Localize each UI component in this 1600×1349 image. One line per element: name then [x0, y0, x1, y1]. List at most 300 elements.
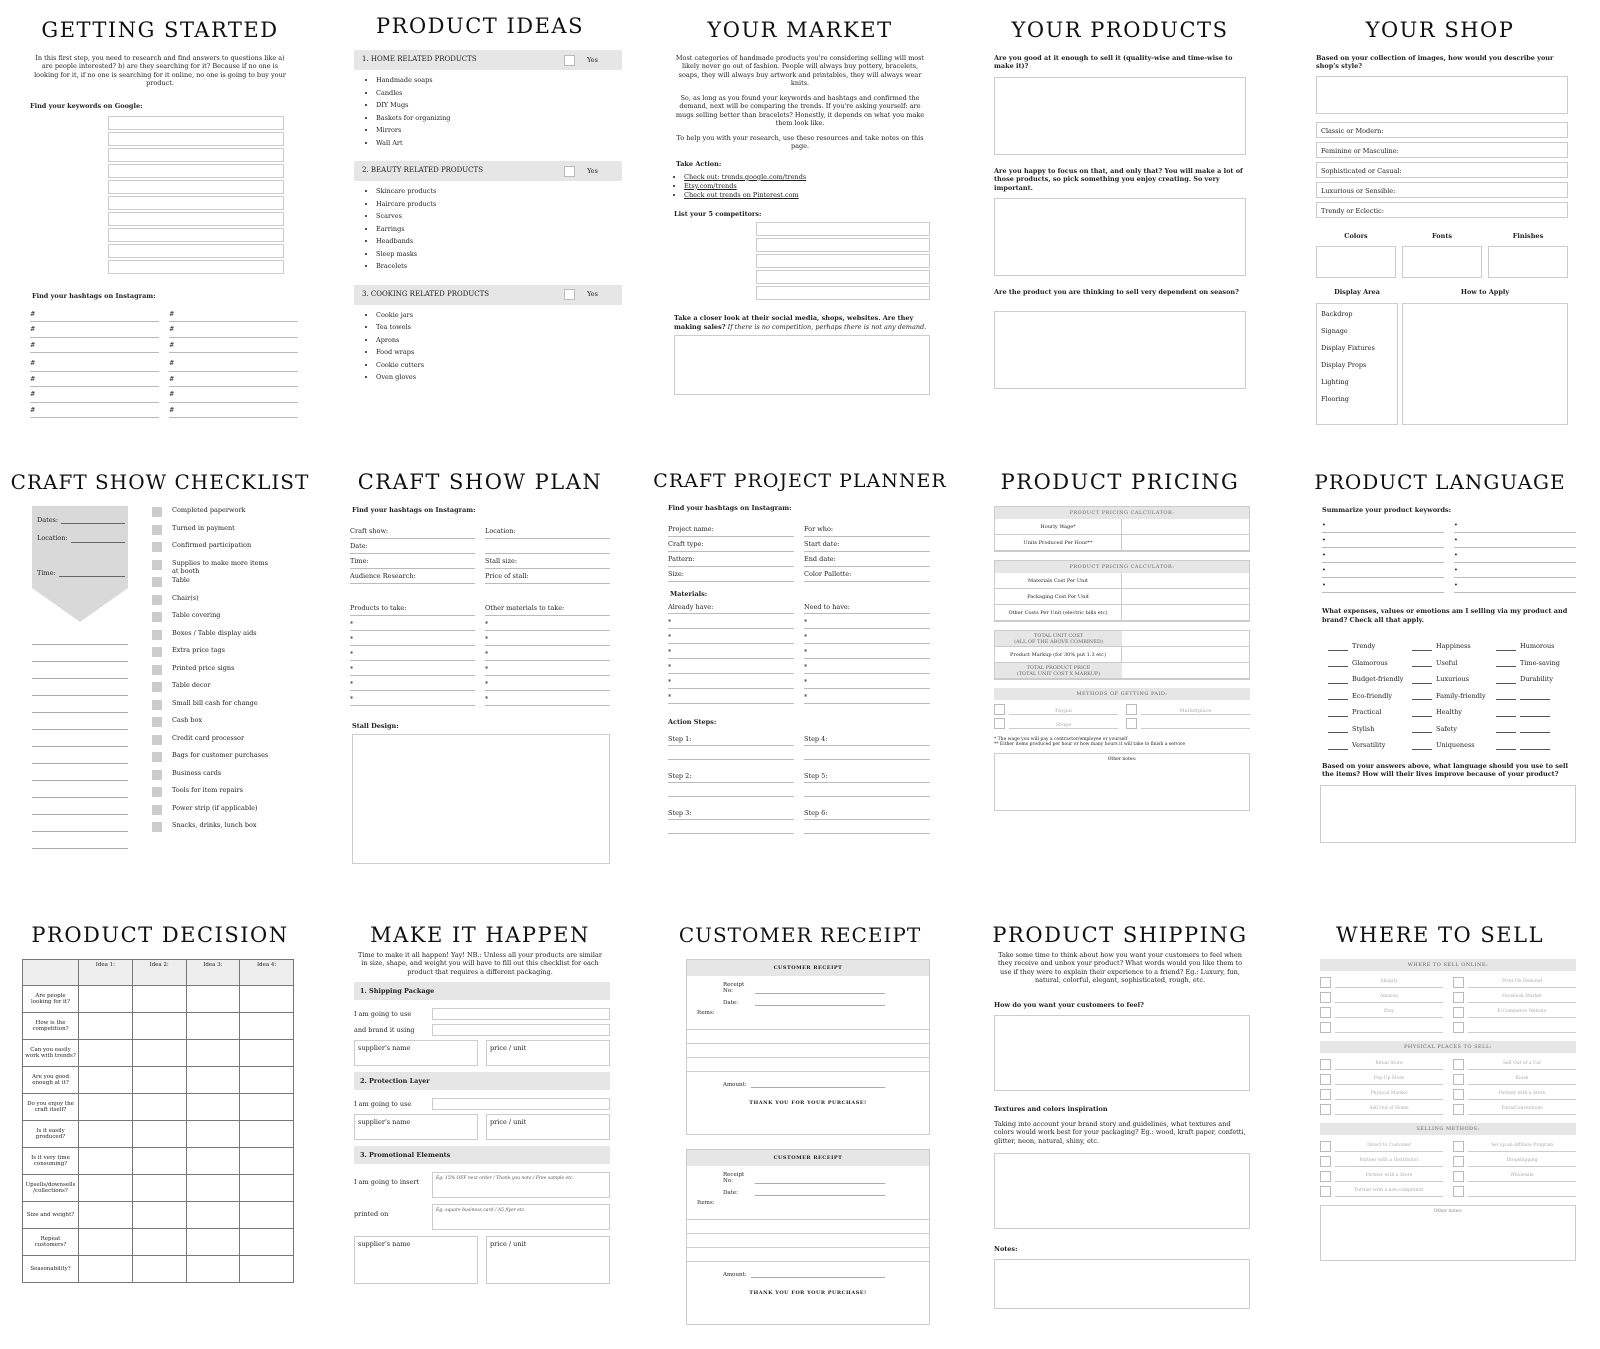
- checkbox[interactable]: [1320, 1089, 1331, 1100]
- list-line[interactable]: *: [804, 644, 930, 659]
- amount-field[interactable]: [687, 1262, 929, 1278]
- answer-cell[interactable]: [186, 1256, 240, 1283]
- keyword-line[interactable]: •: [1322, 548, 1444, 563]
- answer-cell[interactable]: [79, 1067, 133, 1094]
- checkbox[interactable]: [1320, 1022, 1331, 1033]
- check-line[interactable]: [1496, 659, 1516, 667]
- col-box[interactable]: [1488, 246, 1568, 278]
- keyword-box[interactable]: [108, 164, 284, 178]
- list-line[interactable]: *: [668, 614, 794, 629]
- checkbox[interactable]: [1320, 1059, 1331, 1070]
- total-row[interactable]: [995, 631, 1249, 647]
- planner-field[interactable]: Craft type:: [668, 537, 794, 552]
- answer-cell[interactable]: [186, 1175, 240, 1202]
- total-value[interactable]: [1122, 663, 1249, 678]
- competitor-box[interactable]: [756, 254, 930, 268]
- answer-cell[interactable]: [240, 1229, 294, 1256]
- answer-cell[interactable]: [79, 1202, 133, 1229]
- calc-row[interactable]: [995, 647, 1249, 663]
- answer-cell[interactable]: [186, 1094, 240, 1121]
- answer-cell[interactable]: [79, 1148, 133, 1175]
- notes-box[interactable]: [994, 1259, 1250, 1309]
- sell-option[interactable]: [1453, 1059, 1576, 1070]
- answer-cell[interactable]: [186, 1040, 240, 1067]
- shield-field[interactable]: [37, 534, 125, 542]
- answer-cell[interactable]: [132, 1229, 186, 1256]
- check-line[interactable]: [1496, 725, 1516, 733]
- answer-cell[interactable]: [186, 1067, 240, 1094]
- sell-option[interactable]: [1453, 1156, 1576, 1167]
- value-option[interactable]: [1496, 634, 1574, 651]
- check-line[interactable]: [1496, 676, 1516, 684]
- checkbox[interactable]: [152, 595, 162, 605]
- list-line[interactable]: *: [804, 659, 930, 674]
- list-line[interactable]: *: [485, 691, 610, 706]
- promo-row[interactable]: [354, 1172, 610, 1198]
- promo-box[interactable]: [432, 1204, 610, 1230]
- value-option[interactable]: [1412, 651, 1490, 668]
- shield-field[interactable]: [37, 569, 125, 577]
- sell-option[interactable]: [1320, 1022, 1443, 1033]
- checklist-item[interactable]: [152, 611, 310, 628]
- sell-option[interactable]: [1320, 1089, 1443, 1100]
- hashtag-line[interactable]: [30, 356, 159, 372]
- item-line[interactable]: [687, 1220, 929, 1234]
- note-line[interactable]: [32, 747, 128, 764]
- keyword-line[interactable]: •: [1454, 518, 1576, 533]
- list-line[interactable]: *: [668, 674, 794, 689]
- list-line[interactable]: *: [668, 689, 794, 704]
- answer-cell[interactable]: [132, 1148, 186, 1175]
- calc-value[interactable]: [1122, 519, 1249, 534]
- answer-cell[interactable]: [132, 1067, 186, 1094]
- hashtag-line[interactable]: [30, 338, 159, 354]
- note-line[interactable]: [32, 679, 128, 696]
- value-option[interactable]: [1328, 651, 1406, 668]
- hashtag-line[interactable]: [169, 387, 298, 403]
- hashtag-line[interactable]: [30, 403, 159, 419]
- checkbox[interactable]: [1453, 992, 1464, 1003]
- hashtag-line[interactable]: [30, 307, 159, 323]
- notes-box[interactable]: [674, 335, 930, 395]
- supplier-box[interactable]: [354, 1114, 478, 1140]
- answer-cell[interactable]: [79, 1229, 133, 1256]
- answer-cell[interactable]: [79, 1256, 133, 1283]
- list-line[interactable]: *: [668, 629, 794, 644]
- check-line[interactable]: [1496, 643, 1516, 651]
- step-field[interactable]: [804, 735, 930, 760]
- checkbox[interactable]: [1453, 1141, 1464, 1152]
- planner-field[interactable]: Start date:: [804, 537, 930, 552]
- planner-field[interactable]: Pattern:: [668, 552, 794, 567]
- keyword-line[interactable]: •: [1322, 533, 1444, 548]
- keyword-box[interactable]: [108, 228, 284, 242]
- blank-line[interactable]: [1520, 742, 1550, 750]
- style-field[interactable]: Feminine or Masculine:: [1316, 142, 1568, 158]
- sell-option[interactable]: [1320, 992, 1443, 1003]
- checklist-item[interactable]: [152, 664, 310, 681]
- note-line[interactable]: [32, 645, 128, 662]
- checklist-item[interactable]: [152, 541, 310, 558]
- list-line[interactable]: *: [485, 661, 610, 676]
- use-row[interactable]: [354, 1024, 610, 1036]
- total-row[interactable]: [995, 663, 1249, 679]
- check-line[interactable]: [1412, 709, 1432, 717]
- use-box[interactable]: [432, 1024, 610, 1036]
- supplier-box[interactable]: [354, 1040, 478, 1066]
- answer-cell[interactable]: [186, 1229, 240, 1256]
- check-line[interactable]: [1328, 742, 1348, 750]
- receipt-field[interactable]: [723, 1188, 885, 1196]
- receipt-field[interactable]: [723, 998, 885, 1006]
- checklist-item[interactable]: [152, 734, 310, 751]
- hashtag-line[interactable]: [169, 338, 298, 354]
- list-line[interactable]: *: [350, 676, 475, 691]
- list-line[interactable]: *: [804, 629, 930, 644]
- sell-option[interactable]: [1453, 1141, 1576, 1152]
- answer-cell[interactable]: [79, 1013, 133, 1040]
- keyword-line[interactable]: •: [1454, 548, 1576, 563]
- sell-option[interactable]: [1453, 992, 1576, 1003]
- sell-option[interactable]: [1320, 1104, 1443, 1115]
- use-box[interactable]: [432, 1008, 610, 1020]
- checklist-item[interactable]: [152, 786, 310, 803]
- checkbox[interactable]: [152, 577, 162, 587]
- checkbox[interactable]: [152, 735, 162, 745]
- checkbox[interactable]: [1453, 1022, 1464, 1033]
- value-option[interactable]: [1496, 684, 1574, 701]
- item-line[interactable]: [687, 1044, 929, 1058]
- checkbox[interactable]: [152, 665, 162, 675]
- action-link[interactable]: • Etsy.com/trends: [684, 182, 950, 191]
- check-line[interactable]: [1412, 659, 1432, 667]
- value-option[interactable]: [1412, 684, 1490, 701]
- keyword-box[interactable]: [108, 180, 284, 194]
- value-option[interactable]: [1496, 700, 1574, 717]
- sell-option[interactable]: [1320, 1156, 1443, 1167]
- answer-cell[interactable]: [186, 986, 240, 1013]
- checkbox[interactable]: [152, 787, 162, 797]
- check-line[interactable]: [1496, 709, 1516, 717]
- answer-cell[interactable]: [79, 1175, 133, 1202]
- checkbox[interactable]: [152, 805, 162, 815]
- answer-cell[interactable]: [186, 1013, 240, 1040]
- keyword-line[interactable]: •: [1454, 533, 1576, 548]
- keyword-box[interactable]: [108, 132, 284, 146]
- checkbox[interactable]: [152, 822, 162, 832]
- hashtag-line[interactable]: [169, 403, 298, 419]
- answer-cell[interactable]: [132, 1013, 186, 1040]
- checkbox[interactable]: [1320, 1186, 1331, 1197]
- payment-option[interactable]: [994, 704, 1118, 715]
- plan-field[interactable]: Price of stall:: [485, 569, 610, 584]
- value-option[interactable]: [1328, 700, 1406, 717]
- answer-cell[interactable]: [132, 1121, 186, 1148]
- keyword-line[interactable]: •: [1322, 563, 1444, 578]
- price-box[interactable]: [486, 1040, 610, 1066]
- receipt-field[interactable]: [723, 982, 885, 994]
- hashtag-line[interactable]: [169, 307, 298, 323]
- use-row[interactable]: [354, 1008, 610, 1020]
- check-line[interactable]: [1412, 725, 1432, 733]
- calc-row[interactable]: [995, 573, 1249, 589]
- answer-cell[interactable]: [132, 986, 186, 1013]
- answer-cell[interactable]: [186, 1148, 240, 1175]
- hashtag-line[interactable]: [169, 322, 298, 338]
- receipt-field[interactable]: [723, 1172, 885, 1184]
- plan-field[interactable]: Time:: [350, 554, 475, 569]
- amount-field[interactable]: [687, 1072, 929, 1088]
- note-line[interactable]: [32, 815, 128, 832]
- check-line[interactable]: [1328, 659, 1348, 667]
- sell-option[interactable]: [1320, 1059, 1443, 1070]
- language-answer-box[interactable]: [1320, 785, 1576, 843]
- checklist-item[interactable]: [152, 524, 310, 541]
- promo-row[interactable]: [354, 1204, 610, 1230]
- check-line[interactable]: [1412, 742, 1432, 750]
- sell-option[interactable]: [1453, 1171, 1576, 1182]
- yes-checkbox[interactable]: [564, 55, 575, 66]
- planner-field[interactable]: End date:: [804, 552, 930, 567]
- sell-option[interactable]: [1320, 1007, 1443, 1018]
- price-box[interactable]: [486, 1114, 610, 1140]
- other-notes-box[interactable]: [1320, 1205, 1576, 1261]
- value-option[interactable]: [1496, 733, 1574, 750]
- checklist-item[interactable]: [152, 646, 310, 663]
- value-option[interactable]: [1328, 634, 1406, 651]
- checkbox[interactable]: [1453, 1186, 1464, 1197]
- answer-cell[interactable]: [186, 1202, 240, 1229]
- answer-cell[interactable]: [79, 1094, 133, 1121]
- answer-cell[interactable]: [79, 1040, 133, 1067]
- checkbox[interactable]: [152, 612, 162, 622]
- list-line[interactable]: *: [485, 676, 610, 691]
- value-option[interactable]: [1328, 717, 1406, 734]
- check-line[interactable]: [1328, 725, 1348, 733]
- total-value[interactable]: [1122, 631, 1249, 646]
- calc-value[interactable]: [1122, 647, 1249, 662]
- check-line[interactable]: [1328, 692, 1348, 700]
- check-line[interactable]: [1412, 692, 1432, 700]
- calc-row[interactable]: [995, 605, 1249, 621]
- list-line[interactable]: *: [668, 659, 794, 674]
- keyword-box[interactable]: [108, 260, 284, 274]
- plan-field[interactable]: Stall size:: [485, 554, 610, 569]
- check-line[interactable]: [1496, 692, 1516, 700]
- check-line[interactable]: [1328, 676, 1348, 684]
- checkbox[interactable]: [152, 717, 162, 727]
- answer-cell[interactable]: [132, 1094, 186, 1121]
- blank-line[interactable]: [1520, 692, 1550, 700]
- hashtag-line[interactable]: [30, 387, 159, 403]
- supplier-box[interactable]: [354, 1236, 478, 1284]
- calc-row[interactable]: [995, 535, 1249, 551]
- yes-checkbox[interactable]: [564, 166, 575, 177]
- action-link[interactable]: • Check out trends on Pinterest.com: [684, 191, 950, 200]
- hashtag-line[interactable]: [169, 372, 298, 388]
- checkbox[interactable]: [1453, 1104, 1464, 1115]
- calc-value[interactable]: [1122, 589, 1249, 604]
- value-option[interactable]: [1496, 667, 1574, 684]
- checkbox[interactable]: [152, 682, 162, 692]
- checkbox[interactable]: [1320, 992, 1331, 1003]
- list-line[interactable]: *: [350, 661, 475, 676]
- sell-option[interactable]: [1453, 1089, 1576, 1100]
- check-line[interactable]: [1328, 643, 1348, 651]
- value-option[interactable]: [1412, 733, 1490, 750]
- calc-value[interactable]: [1122, 573, 1249, 588]
- calc-row[interactable]: [995, 519, 1249, 535]
- value-option[interactable]: [1328, 684, 1406, 701]
- hashtag-line[interactable]: [30, 372, 159, 388]
- style-field[interactable]: Sophisticated or Casual:: [1316, 162, 1568, 178]
- checkbox[interactable]: [152, 542, 162, 552]
- calc-value[interactable]: [1122, 605, 1249, 620]
- checkbox[interactable]: [152, 560, 162, 570]
- note-line[interactable]: [32, 713, 128, 730]
- planner-field[interactable]: Project name:: [668, 522, 794, 537]
- other-notes-box[interactable]: [994, 753, 1250, 811]
- checklist-item[interactable]: [152, 681, 310, 698]
- style-field[interactable]: Classic or Modern:: [1316, 122, 1568, 138]
- promo-box[interactable]: [432, 1172, 610, 1198]
- checkbox[interactable]: [152, 525, 162, 535]
- check-line[interactable]: [1412, 676, 1432, 684]
- feel-box[interactable]: [994, 1015, 1250, 1091]
- list-line[interactable]: *: [485, 646, 610, 661]
- note-line[interactable]: [32, 798, 128, 815]
- checkbox[interactable]: [1126, 718, 1137, 729]
- value-option[interactable]: [1496, 651, 1574, 668]
- keyword-box[interactable]: [108, 116, 284, 130]
- competitor-box[interactable]: [756, 270, 930, 284]
- yes-checkbox[interactable]: [564, 289, 575, 300]
- answer-cell[interactable]: [240, 1067, 294, 1094]
- answer-cell[interactable]: [240, 1148, 294, 1175]
- item-line[interactable]: [687, 1206, 929, 1220]
- keyword-line[interactable]: •: [1454, 578, 1576, 593]
- answer-cell[interactable]: [240, 1013, 294, 1040]
- value-option[interactable]: [1412, 667, 1490, 684]
- note-line[interactable]: [32, 696, 128, 713]
- answer-cell[interactable]: [132, 1040, 186, 1067]
- value-option[interactable]: [1412, 717, 1490, 734]
- check-line[interactable]: [1412, 643, 1432, 651]
- use-box[interactable]: [432, 1098, 610, 1110]
- textures-box[interactable]: [994, 1153, 1250, 1229]
- step-field[interactable]: [804, 772, 930, 797]
- checkbox[interactable]: [1453, 1171, 1464, 1182]
- keyword-line[interactable]: •: [1322, 578, 1444, 593]
- answer-cell[interactable]: [240, 1121, 294, 1148]
- sell-option[interactable]: [1453, 1186, 1576, 1197]
- action-link[interactable]: • Check out: trends.google.com/trends: [684, 173, 950, 182]
- sell-option[interactable]: [1320, 977, 1443, 988]
- competitor-box[interactable]: [756, 286, 930, 300]
- check-line[interactable]: [1496, 742, 1516, 750]
- col-box[interactable]: [1402, 246, 1482, 278]
- checkbox[interactable]: [152, 700, 162, 710]
- answer-cell[interactable]: [240, 1175, 294, 1202]
- list-line[interactable]: *: [804, 614, 930, 629]
- note-line[interactable]: [32, 628, 128, 645]
- note-line[interactable]: [32, 662, 128, 679]
- item-line[interactable]: [687, 1030, 929, 1044]
- checklist-item[interactable]: [152, 716, 310, 733]
- checkbox[interactable]: [1320, 1171, 1331, 1182]
- plan-field[interactable]: Audience Research:: [350, 569, 475, 584]
- price-box[interactable]: [486, 1236, 610, 1284]
- col-box[interactable]: [1316, 246, 1396, 278]
- checkbox[interactable]: [1453, 977, 1464, 988]
- checklist-item[interactable]: [152, 804, 310, 821]
- calc-value[interactable]: [1122, 535, 1249, 550]
- answer-box-3[interactable]: [994, 311, 1246, 389]
- answer-cell[interactable]: [132, 1202, 186, 1229]
- list-line[interactable]: *: [350, 691, 475, 706]
- checkbox[interactable]: [1126, 704, 1137, 715]
- sell-option[interactable]: [1453, 977, 1576, 988]
- checklist-item[interactable]: [152, 821, 310, 838]
- note-line[interactable]: [32, 730, 128, 747]
- plan-field[interactable]: Date:: [350, 539, 475, 554]
- checkbox[interactable]: [1453, 1059, 1464, 1070]
- planner-field[interactable]: Size:: [668, 567, 794, 582]
- checkbox[interactable]: [1320, 1074, 1331, 1085]
- competitor-box[interactable]: [756, 238, 930, 252]
- answer-cell[interactable]: [240, 1202, 294, 1229]
- checkbox[interactable]: [994, 704, 1005, 715]
- checkbox[interactable]: [1453, 1089, 1464, 1100]
- answer-cell[interactable]: [240, 986, 294, 1013]
- answer-cell[interactable]: [240, 1094, 294, 1121]
- use-row[interactable]: [354, 1098, 610, 1110]
- hashtag-line[interactable]: [169, 356, 298, 372]
- checklist-item[interactable]: [152, 506, 310, 523]
- checkbox[interactable]: [1453, 1007, 1464, 1018]
- checklist-item[interactable]: [152, 699, 310, 716]
- value-option[interactable]: [1328, 733, 1406, 750]
- checklist-item[interactable]: [152, 629, 310, 646]
- hashtag-line[interactable]: [30, 322, 159, 338]
- list-line[interactable]: *: [804, 689, 930, 704]
- sell-option[interactable]: [1453, 1022, 1576, 1033]
- answer-cell[interactable]: [79, 986, 133, 1013]
- answer-cell[interactable]: [240, 1256, 294, 1283]
- payment-option[interactable]: [994, 718, 1118, 729]
- checkbox[interactable]: [994, 718, 1005, 729]
- how-to-apply-box[interactable]: [1402, 303, 1568, 425]
- answer-cell[interactable]: [186, 1121, 240, 1148]
- answer-cell[interactable]: [240, 1040, 294, 1067]
- item-line[interactable]: [687, 1248, 929, 1262]
- checkbox[interactable]: [1320, 977, 1331, 988]
- answer-box-2[interactable]: [994, 198, 1246, 276]
- checklist-item[interactable]: [152, 751, 310, 768]
- payment-option[interactable]: [1126, 718, 1250, 729]
- blank-line[interactable]: [1520, 725, 1550, 733]
- keyword-line[interactable]: •: [1454, 563, 1576, 578]
- checkbox[interactable]: [1453, 1074, 1464, 1085]
- sell-option[interactable]: [1453, 1104, 1576, 1115]
- checkbox[interactable]: [152, 752, 162, 762]
- step-field[interactable]: [668, 809, 794, 834]
- item-line[interactable]: [687, 1234, 929, 1248]
- checkbox[interactable]: [1320, 1007, 1331, 1018]
- payment-option[interactable]: [1126, 704, 1250, 715]
- checklist-item[interactable]: [152, 559, 310, 576]
- shield-field[interactable]: [37, 516, 125, 524]
